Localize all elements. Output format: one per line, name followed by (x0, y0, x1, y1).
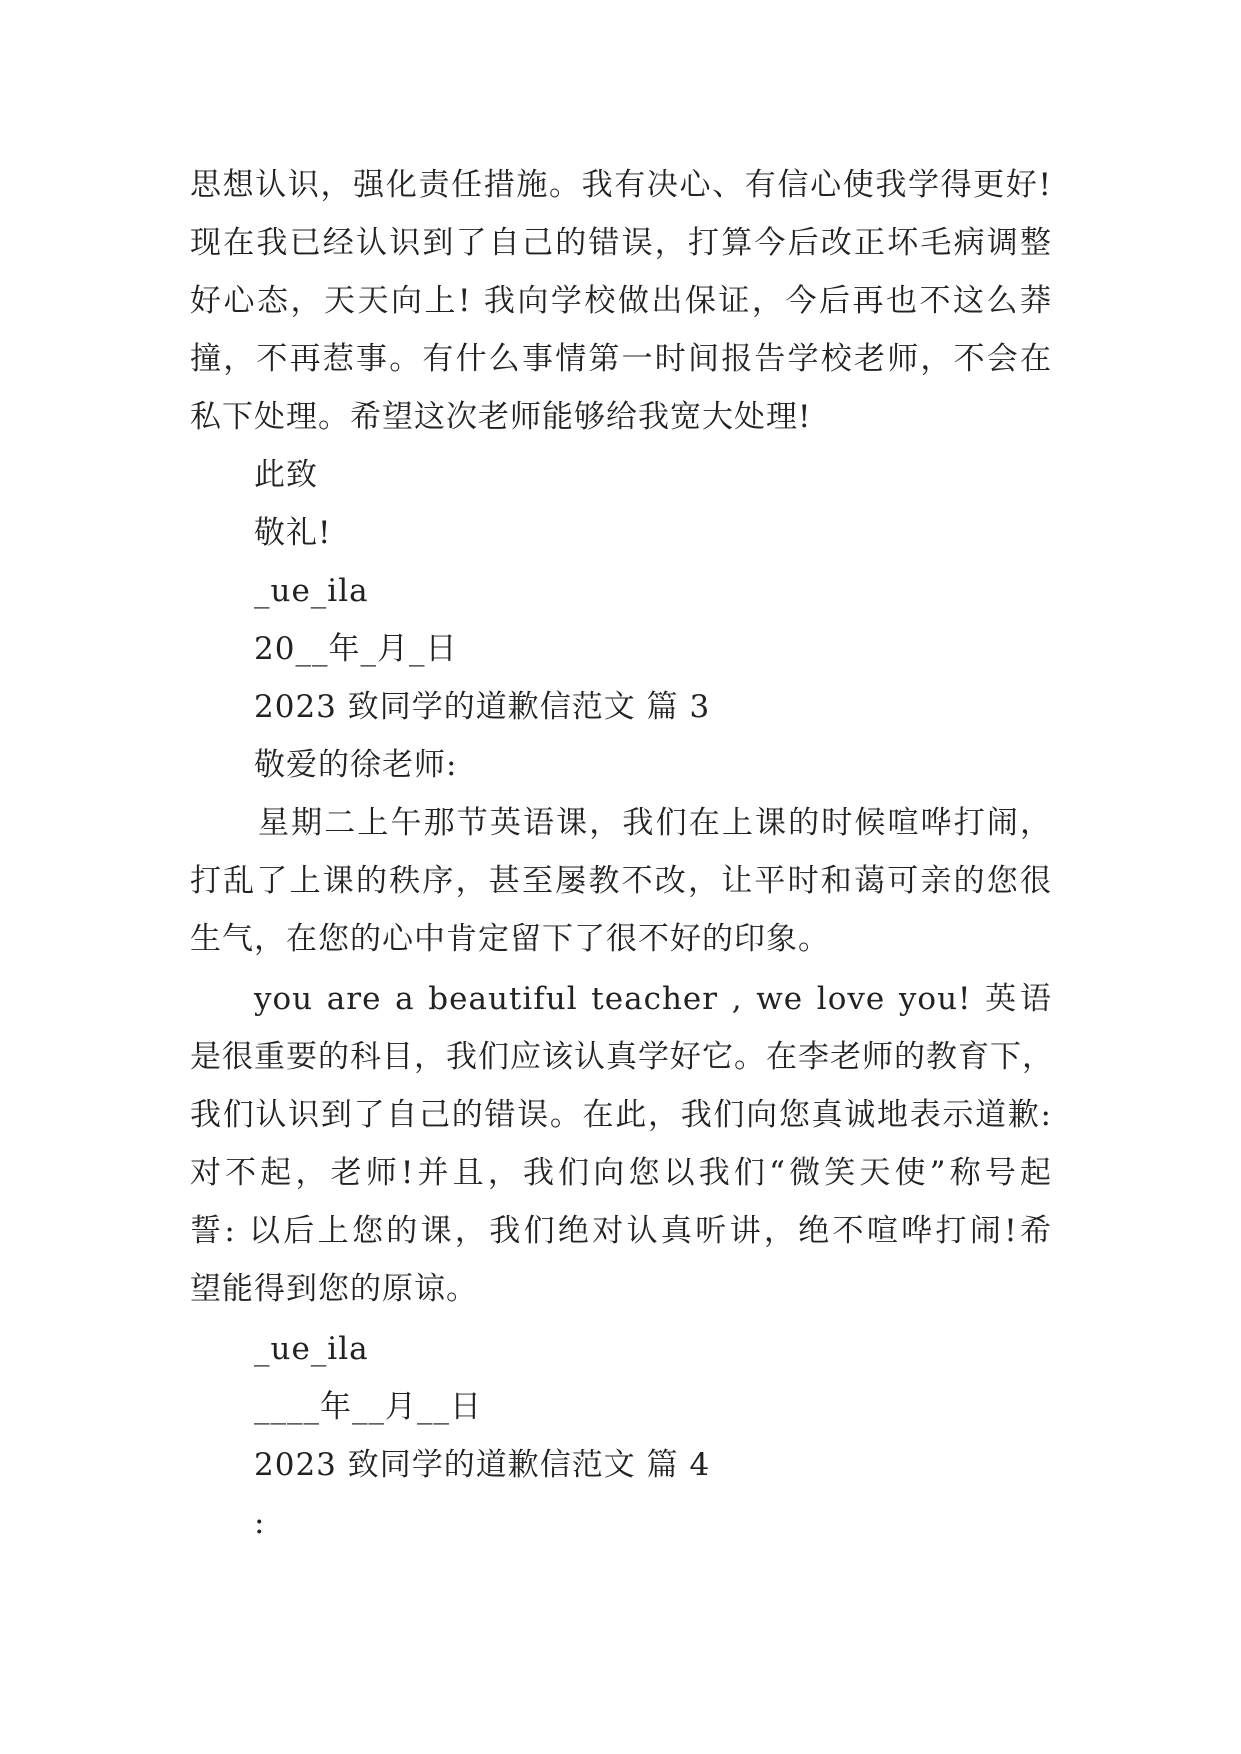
date-line: 20__年_月_日 (254, 631, 458, 667)
paragraph-line: 私下处理。希望这次老师能够给我宽大处理! (190, 399, 812, 435)
signature: _ue_ila (254, 1331, 369, 1367)
signature: _ue_ila (254, 573, 369, 609)
paragraph-line: 思想认识，强化责任措施。我有决心、有信心使我学得更好! (190, 167, 1052, 203)
paragraph-line: 打乱了上课的秩序，甚至屡教不改，让平时和蔼可亲的您很 (190, 863, 1052, 899)
paragraph-line: 对不起，老师!并且，我们向您以我们“微笑天使”称号起 (190, 1155, 1052, 1191)
section-heading: 2023 致同学的道歉信范文 篇 4 (254, 1447, 711, 1483)
letter-greeting: 敬爱的徐老师: (254, 747, 458, 783)
letter-closing: 此致 (254, 457, 318, 493)
paragraph-line: 星期二上午那节英语课，我们在上课的时候喧哗打闹， (258, 805, 1052, 841)
trailing-colon: : (254, 1505, 266, 1541)
paragraph-line: 现在我已经认识到了自己的错误，打算今后改正坏毛病调整 (190, 225, 1052, 261)
date-line: ____年__月__日 (254, 1389, 482, 1425)
paragraph-line: 生气，在您的心中肯定留下了很不好的印象。 (190, 921, 830, 957)
paragraph-line: 撞，不再惹事。有什么事情第一时间报告学校老师，不会在 (190, 341, 1052, 377)
paragraph-line: 是很重要的科目，我们应该认真学好它。在李老师的教育下， (190, 1039, 1054, 1075)
paragraph-line: you are a beautiful teacher , we love you! 英语 (254, 981, 1052, 1017)
paragraph-line: 我们认识到了自己的错误。在此，我们向您真诚地表示道歉: (190, 1097, 1052, 1133)
paragraph-line: 望能得到您的原谅。 (190, 1271, 478, 1307)
letter-salutation: 敬礼! (254, 515, 332, 551)
paragraph-line: 誓: 以后上您的课，我们绝对认真听讲，绝不喧哗打闹!希 (190, 1213, 1052, 1249)
section-heading: 2023 致同学的道歉信范文 篇 3 (254, 689, 711, 725)
paragraph-line: 好心态，天天向上! 我向学校做出保证，今后再也不这么莽 (190, 283, 1052, 319)
